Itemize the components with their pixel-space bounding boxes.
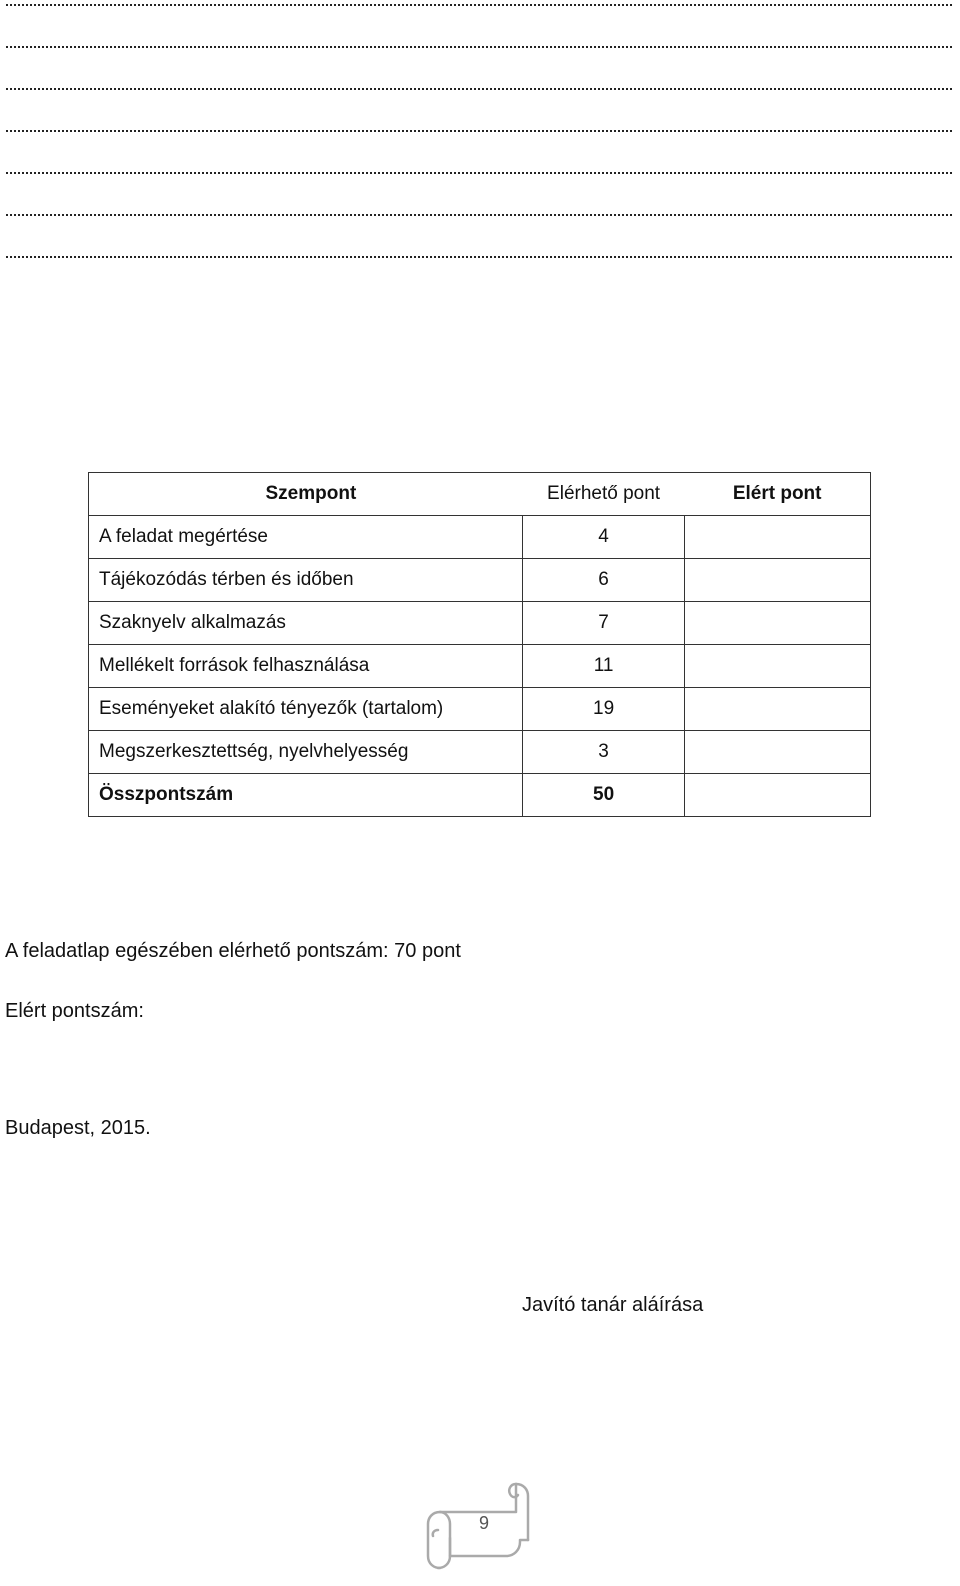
- total-available-text: A feladatlap egészében elérhető pontszám: 70 pont: [5, 940, 461, 962]
- criterion-cell: Szaknyelv alkalmazás: [89, 602, 523, 645]
- table-header-row: [89, 473, 871, 516]
- page-number: 9: [478, 1513, 489, 1533]
- answer-line: [6, 172, 952, 174]
- table-row: [89, 688, 871, 731]
- max-points-cell: 3: [523, 731, 685, 774]
- table-row: [89, 559, 871, 602]
- signature-label: Javító tanár aláírása: [522, 1294, 704, 1316]
- achieved-points-cell[interactable]: [684, 645, 870, 688]
- max-points-cell: 6: [523, 559, 685, 602]
- achieved-score-label: Elért pontszám:: [5, 1000, 144, 1022]
- place-date: Budapest, 2015.: [5, 1117, 151, 1139]
- max-points-cell: 4: [523, 516, 685, 559]
- max-points-cell: 7: [523, 602, 685, 645]
- total-row: [89, 774, 871, 817]
- criterion-header: Szempont: [89, 473, 523, 516]
- table-row: [89, 516, 871, 559]
- total-label: Összpontszám: [89, 774, 523, 817]
- achieved-points-cell[interactable]: [684, 516, 870, 559]
- answer-line: [6, 214, 952, 216]
- answer-line: [6, 88, 952, 90]
- total-max-points: 50: [523, 774, 685, 817]
- answer-line: [6, 130, 952, 132]
- table-row: [89, 602, 871, 645]
- achieved-points-cell[interactable]: [684, 602, 870, 645]
- achieved-points-header: Elért pont: [684, 473, 870, 516]
- table-row: [89, 731, 871, 774]
- achieved-points-cell[interactable]: [684, 559, 870, 602]
- criterion-cell: Mellékelt források felhasználása: [89, 645, 523, 688]
- max-points-cell: 19: [523, 688, 685, 731]
- answer-line: [6, 256, 952, 258]
- answer-line: [6, 4, 952, 6]
- criterion-cell: Eseményeket alakító tényezők (tartalom): [89, 688, 523, 731]
- table-row: [89, 645, 871, 688]
- total-achieved-points[interactable]: [684, 774, 870, 817]
- criterion-cell: Megszerkesztettség, nyelvhelyesség: [89, 731, 523, 774]
- max-points-cell: 11: [523, 645, 685, 688]
- criterion-cell: A feladat megértése: [89, 516, 523, 559]
- max-points-header: Elérhető pont: [523, 473, 685, 516]
- achieved-points-cell[interactable]: [684, 731, 870, 774]
- achieved-points-cell[interactable]: [684, 688, 870, 731]
- scoring-table: [88, 472, 871, 817]
- answer-line: [6, 46, 952, 48]
- criterion-cell: Tájékozódás térben és időben: [89, 559, 523, 602]
